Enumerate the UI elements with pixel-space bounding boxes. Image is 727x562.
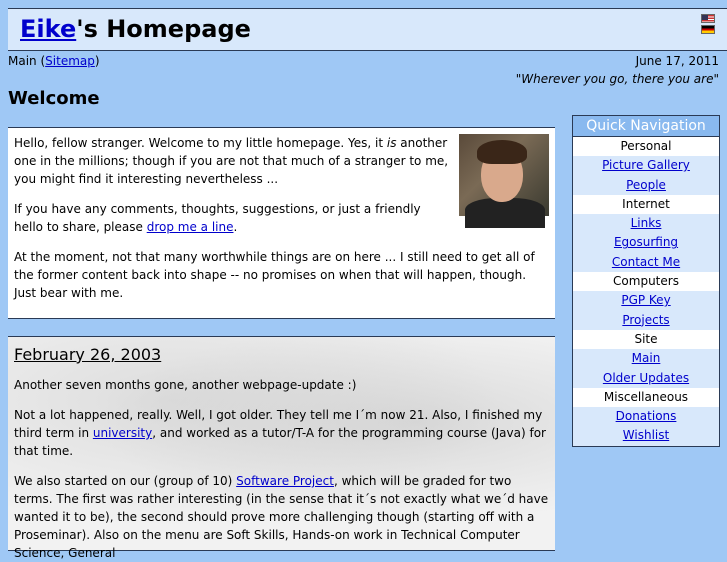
news-paragraph-2: Not a lot happened, really. Well, I got older. They tell me I´m now 21. Also, I finished my third term in university, and worked as a tutor/T-A for the programming course (Java) for that time. xyxy=(14,408,546,458)
language-flags xyxy=(701,14,715,34)
news-date-heading: February 26, 2003 xyxy=(14,345,162,364)
nav-link-older-updates[interactable]: Older Updates xyxy=(602,370,690,385)
sitemap-link[interactable]: Sitemap xyxy=(45,54,95,68)
nav-link-wishlist[interactable]: Wishlist xyxy=(622,428,670,443)
quick-navigation xyxy=(572,115,720,447)
nav-item-row xyxy=(573,291,719,310)
nav-category-personal: Personal xyxy=(573,137,719,156)
news-paragraph-1: Another seven months gone, another webpage-update :) xyxy=(14,378,357,392)
home-link[interactable]: Eike xyxy=(20,15,77,43)
site-title-rest: 's Homepage xyxy=(76,15,251,43)
site-title xyxy=(20,15,251,43)
welcome-paragraph-3: At the moment, not that many worthwhile things are on here ... I still need to get all of the former content back into shape -- no promises on when that will happen, though. Just bear with me. xyxy=(14,250,535,300)
nav-link-people[interactable]: People xyxy=(626,177,666,192)
software-project-link[interactable]: Software Project xyxy=(236,474,334,488)
nav-category-miscellaneous: Miscellaneous xyxy=(573,388,719,407)
news-paragraph-3: We also started on our (group of 10) Software Project, which will be graded for two terms. The first was rather interesting (in the sense that it´s not exactly what we´d have wanted it to be), the second should prove more challenging though (starting off with a Proseminar). Also on the menu are Soft Skills, Hands-on work in Technical Computer Science, General xyxy=(14,474,549,560)
quick-navigation-title: Quick Navigation xyxy=(573,116,719,137)
welcome-box xyxy=(8,127,555,319)
current-date: June 17, 2011 xyxy=(635,54,719,68)
portrait-photo xyxy=(459,134,549,216)
welcome-paragraph-1: Hello, fellow stranger. Welcome to my little homepage. Yes, it is another one in the millions; though if you are not that much of a stranger to me, you might find it interesting nevertheless ... xyxy=(14,136,449,186)
nav-link-pgp-key[interactable]: PGP Key xyxy=(621,293,671,308)
welcome-heading: Welcome xyxy=(8,88,100,109)
us-flag-icon[interactable] xyxy=(701,14,715,23)
nav-item-row xyxy=(573,426,719,445)
de-flag-icon[interactable] xyxy=(701,25,715,34)
nav-category-internet: Internet xyxy=(573,195,719,214)
nav-link-picture-gallery[interactable]: Picture Gallery xyxy=(602,158,690,173)
nav-item-row xyxy=(573,233,719,252)
nav-item-row xyxy=(573,369,719,388)
news-box xyxy=(8,336,555,560)
nav-link-projects[interactable]: Projects xyxy=(622,312,670,327)
welcome-paragraph-2: If you have any comments, thoughts, suggestions, or just a friendly hello to share, please drop me a line. xyxy=(14,202,421,234)
breadcrumb xyxy=(8,54,100,68)
nav-item-row xyxy=(573,214,719,233)
nav-link-links[interactable]: Links xyxy=(630,216,662,231)
nav-link-egosurfing[interactable]: Egosurfing xyxy=(613,235,679,250)
nav-category-computers: Computers xyxy=(573,272,719,291)
nav-item-row xyxy=(573,349,719,368)
nav-item-row xyxy=(573,311,719,330)
nav-item-row xyxy=(573,176,719,195)
breadcrumb-current: Main ( xyxy=(8,54,46,68)
nav-item-row xyxy=(573,407,719,426)
nav-item-row xyxy=(573,253,719,272)
nav-link-main[interactable]: Main xyxy=(631,351,661,366)
site-header xyxy=(8,8,727,51)
page-quote: "Wherever you go, there you are" xyxy=(515,72,719,86)
nav-link-donations[interactable]: Donations xyxy=(615,409,677,424)
breadcrumb-close: ) xyxy=(94,54,100,68)
nav-category-site: Site xyxy=(573,330,719,349)
nav-link-contact-me[interactable]: Contact Me xyxy=(611,254,681,269)
contact-link[interactable]: drop me a line xyxy=(146,220,234,234)
university-link[interactable]: university xyxy=(92,426,153,440)
nav-item-row xyxy=(573,156,719,175)
